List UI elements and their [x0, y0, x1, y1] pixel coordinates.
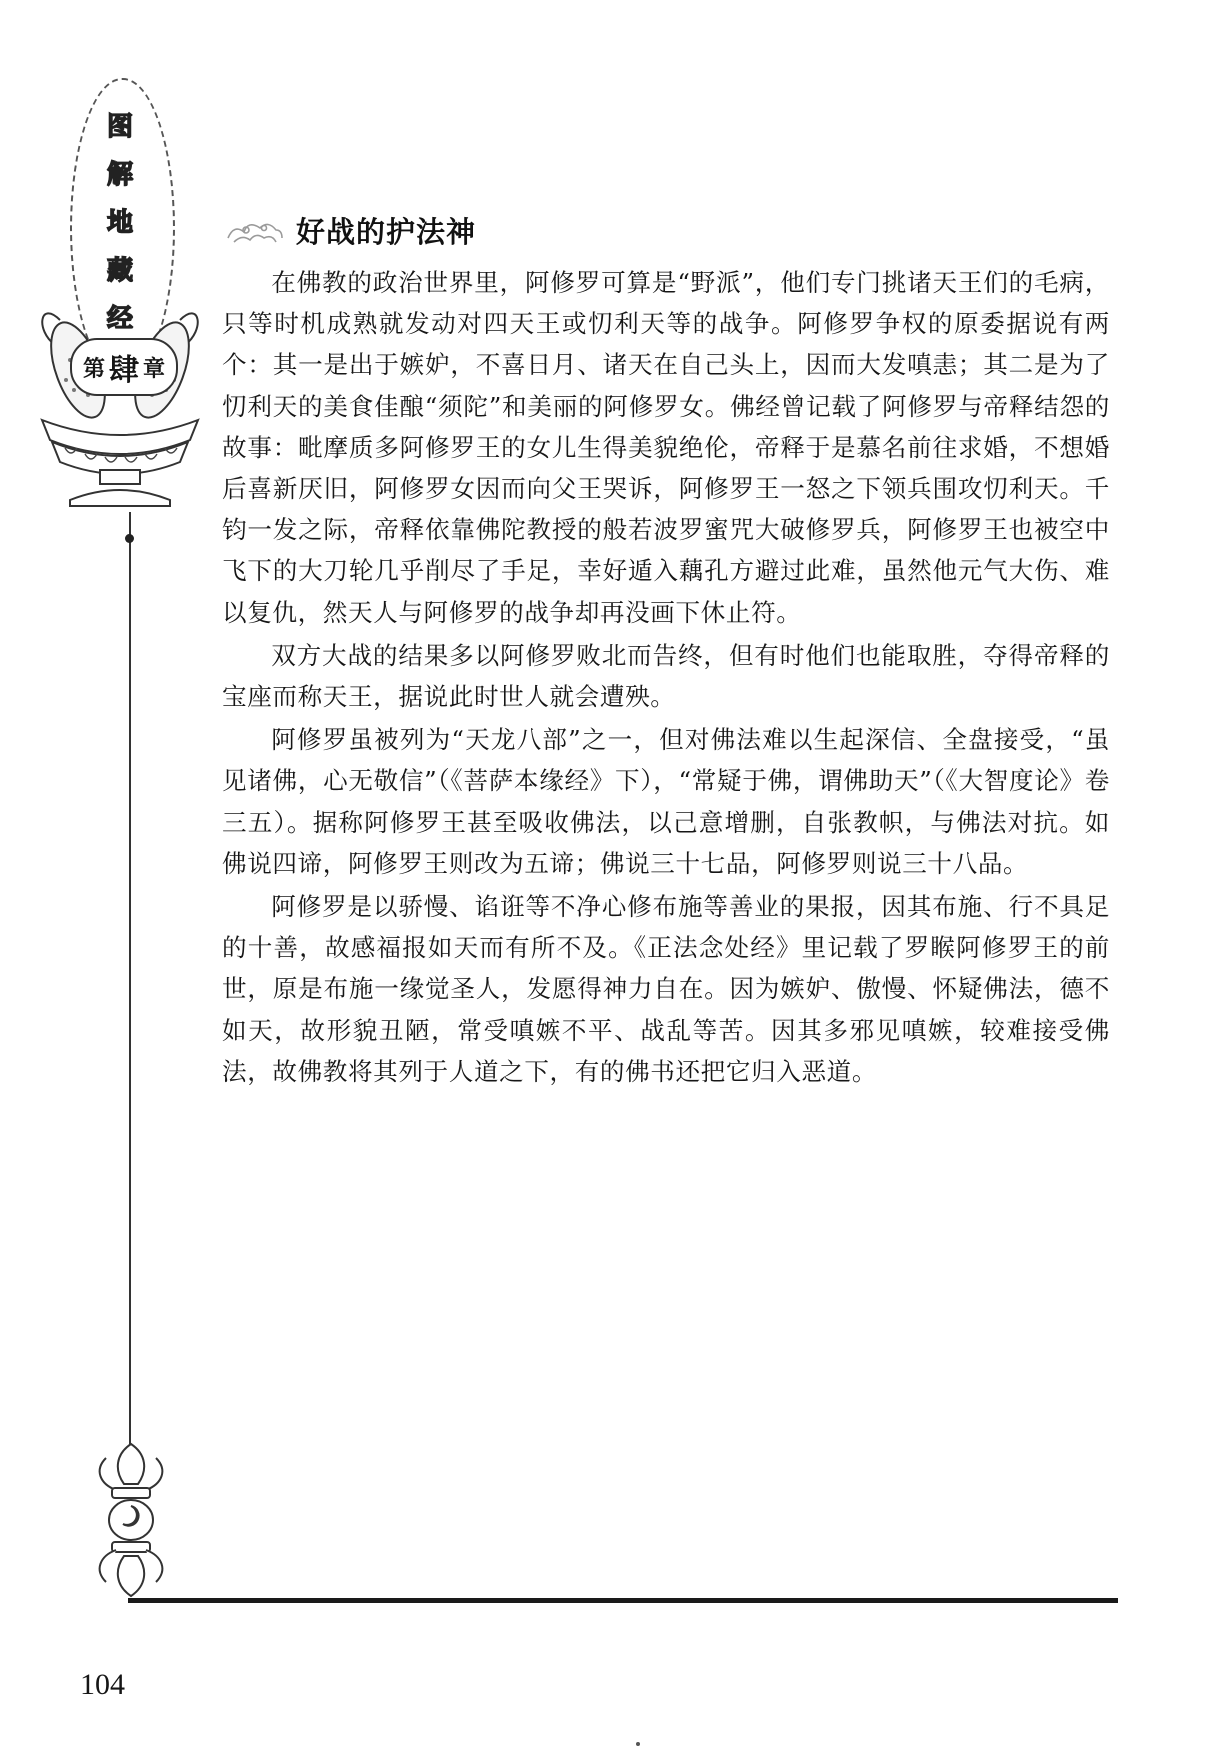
- paragraph: 双方大战的结果多以阿修罗败北而告终，但有时他们也能取胜，夺得帝释的宝座而称天王，据说此时世人就会遭殃。: [222, 640, 1110, 712]
- footer-rule: [128, 1598, 1118, 1603]
- book-title-char: 藏: [106, 255, 133, 286]
- scan-speck: [636, 1742, 640, 1746]
- cloud-ornament-icon: [224, 210, 286, 250]
- paragraph: 阿修罗虽被列为“天龙八部”之一，但对佛法难以生起深信、全盘接受，“虽见诸佛，心无敬信”（《菩萨本缘经》下），“常疑于佛，谓佛助天”（《大智度论》卷三五）。据称阿修罗王甚至吸收佛法，以己意增删，自张教帜，与佛法对抗。如佛说四谛，阿修罗王则改为五谛；佛说三十七品，阿修罗则说三十八品。: [222, 725, 1110, 878]
- sidebar-rule-dot: [125, 534, 134, 543]
- book-title-char: 图: [106, 111, 133, 142]
- page-number: 104: [80, 1668, 125, 1701]
- paragraph: 在佛教的政治世界里，阿修罗可算是“野派”，他们专门挑诸天王们的毛病，只等时机成熟就发动对四天王或忉利天等的战争。阿修罗争权的原委据说有两个：其一是出于嫉妒，不喜日月、诸天在自己头上，因而大发嗔恚；其二是为了忉利天的美食佳酿“须陀”和美丽的阿修罗女。佛经曾记载了阿修罗与帝释结怨的故事：毗摩质多阿修罗王的女儿生得美貌绝伦，帝释于是慕名前往求婚，不想婚后喜新厌旧，阿修罗女因而向父王哭诉，阿修罗王一怒之下领兵围攻忉利天。千钧一发之际，帝释依靠佛陀教授的般若波罗蜜咒大破修罗兵，阿修罗王也被空中飞下的大刀轮几乎削尽了手足，幸好遁入藕孔方避过此难，虽然他元气大伤、难以复仇，然天人与阿修罗的战争却再没画下休止符。: [222, 268, 1110, 627]
- book-title-char: 解: [106, 159, 133, 190]
- chapter-suffix: 章: [143, 356, 166, 382]
- paragraph: 阿修罗是以骄慢、谄诳等不净心修布施等善业的果报，因其布施、行不具足的十善，故感福报如天而有所不及。《正法念处经》里记载了罗睺阿修罗王的前世，原是布施一缘觉圣人，发愿得神力自在。因为嫉妒、傲慢、怀疑佛法，德不如天，故形貌丑陋，常受嗔嫉不平、战乱等苦。因其多邪见嗔嫉，较难接受佛法，故佛教将其列于人道之下，有的佛书还把它归入恶道。: [222, 892, 1110, 1086]
- article-body: [222, 262, 1110, 1094]
- chapter-number: 肆: [109, 353, 139, 388]
- chapter-prefix: 第: [82, 356, 105, 382]
- sidebar-rule: [129, 512, 131, 1447]
- chapter-badge: [70, 338, 178, 396]
- section-heading: [224, 206, 476, 254]
- book-title-char: 经: [106, 303, 133, 334]
- book-title-char: 地: [106, 207, 133, 238]
- chapter-ornament: [30, 70, 210, 510]
- vajra-ornament-icon: [86, 1440, 176, 1600]
- heading-title: 好战的护法神: [296, 214, 477, 249]
- lotus-fish-ornament-icon: [30, 290, 210, 510]
